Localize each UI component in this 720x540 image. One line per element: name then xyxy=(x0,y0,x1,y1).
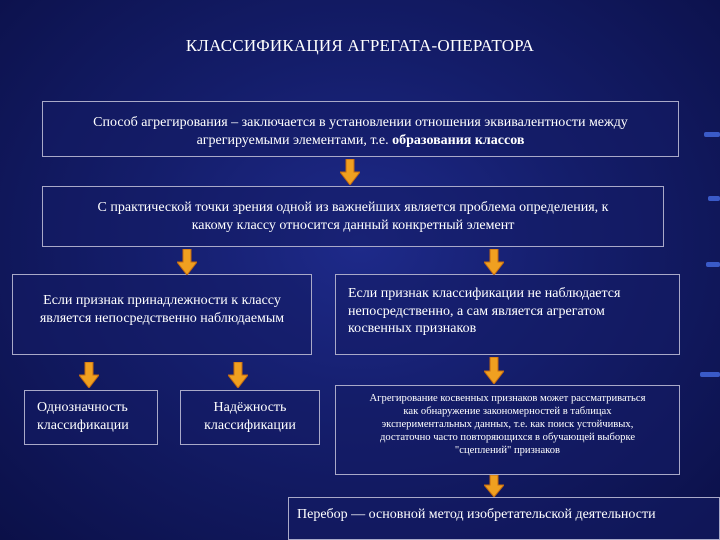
reliable-classification-box xyxy=(180,390,320,445)
reliable-classification-line1: Надёжность xyxy=(213,400,287,415)
classification-problem-line1: С практической точки зрения одной из важнейших является проблема определения, к xyxy=(97,200,609,215)
indirect-feature-line1: Если признак классификации не наблюдается xyxy=(348,286,621,301)
class-formation-text: образования классов xyxy=(392,132,525,148)
indirect-aggregation-line5: "сцеплений" признаков xyxy=(454,444,561,456)
down-arrow-icon xyxy=(340,159,360,185)
decorative-bar xyxy=(704,132,720,137)
indirect-feature-line2: непосредственно, а сам является агрегатом xyxy=(348,303,605,319)
indirect-aggregation-line3: экспериментальных данных, т.е. как поиск устойчивых, xyxy=(381,418,634,430)
classification-problem-line2: какому классу относится данный конкретный элемент xyxy=(191,217,515,233)
aggregation-method-box xyxy=(42,101,679,157)
indirect-feature-line3: косвенных признаков xyxy=(348,321,477,336)
down-arrow-icon xyxy=(484,357,504,384)
reliable-classification-line2: классификации xyxy=(204,417,296,433)
unambiguous-classification-line1: Однозначность xyxy=(37,400,128,415)
observable-feature-line2: является непосредственно наблюдаемым xyxy=(39,310,285,326)
unambiguous-classification-line2: классификации xyxy=(37,417,129,433)
down-arrow-icon xyxy=(228,362,248,388)
down-arrow-icon xyxy=(79,362,99,388)
down-arrow-icon xyxy=(177,249,197,275)
aggregation-method-line2 xyxy=(51,132,670,150)
observable-feature-box xyxy=(12,274,312,355)
decorative-bar xyxy=(708,196,720,201)
slide-title: КЛАССИФИКАЦИЯ АГРЕГАТА-ОПЕРАТОРА xyxy=(185,36,535,55)
down-arrow-icon xyxy=(484,249,504,275)
indirect-feature-box xyxy=(335,274,680,355)
indirect-aggregation-line4: достаточно часто повторяющихся в обучающей выборке xyxy=(379,431,636,443)
indirect-aggregation-line2: как обнаружение закономерностей в таблицах xyxy=(403,405,612,417)
decorative-bar xyxy=(700,372,720,377)
aggregation-method-line2-text: агрегируемыми элементами, т.е. xyxy=(196,132,393,148)
down-arrow-icon xyxy=(484,475,504,497)
enumeration-method-text: Перебор — основной метод изобретательской деятельности xyxy=(297,507,656,522)
classification-problem-box xyxy=(42,186,664,247)
indirect-aggregation-line1: Агрегирование косвенных признаков может рассматриваться xyxy=(369,393,646,404)
unambiguous-classification-box xyxy=(24,390,158,445)
decorative-bar xyxy=(706,262,720,267)
aggregation-method-line1: Способ агрегирования – заключается в установлении отношения эквивалентности между xyxy=(93,115,628,130)
indirect-aggregation-box xyxy=(335,385,680,475)
observable-feature-line1: Если признак принадлежности к классу xyxy=(43,293,281,308)
enumeration-method-box xyxy=(288,497,720,540)
